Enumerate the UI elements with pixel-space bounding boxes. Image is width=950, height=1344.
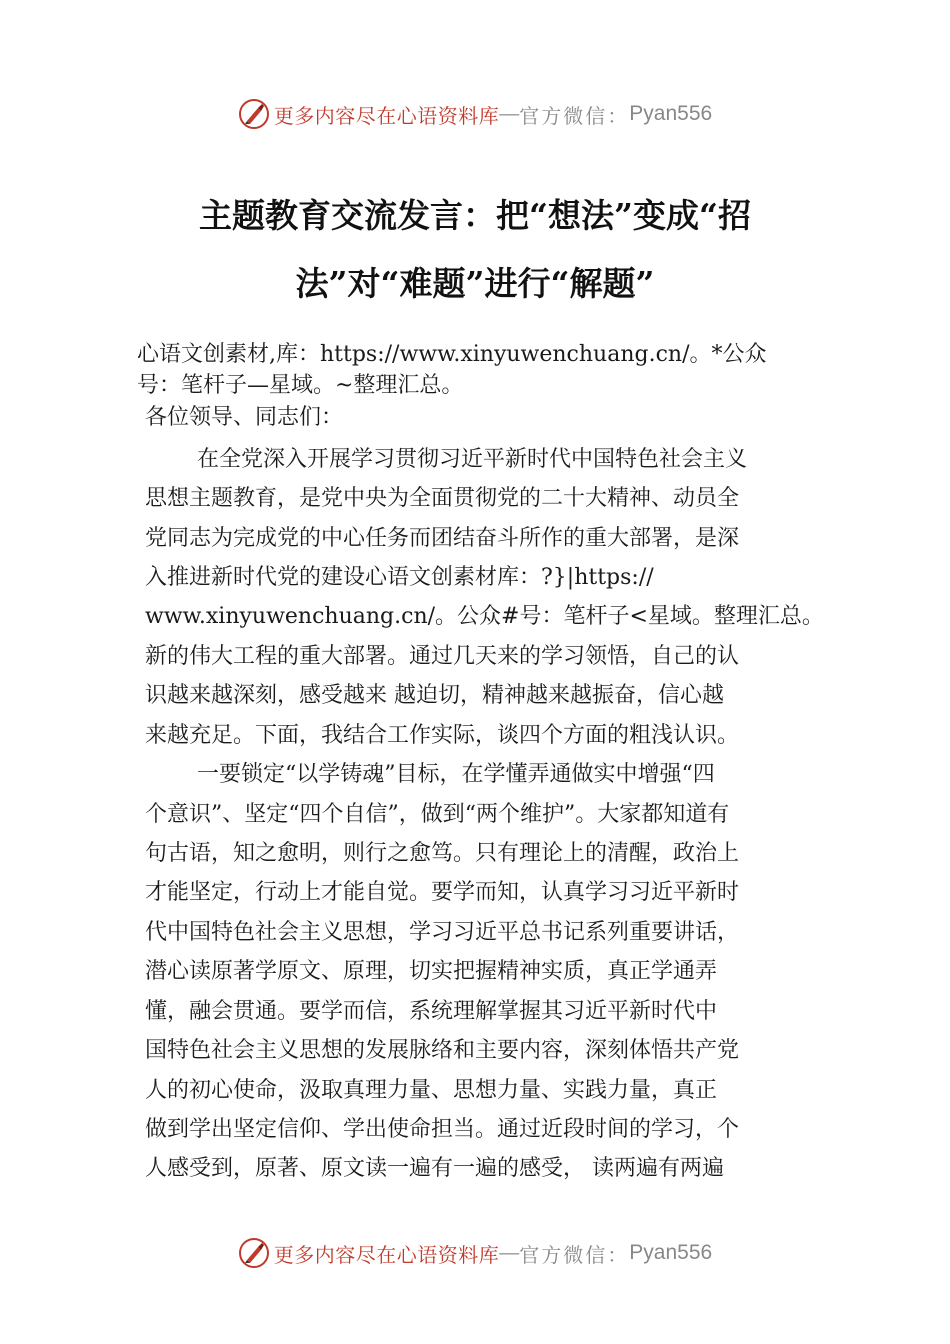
- body-line: www.xinyuwenchuang.cn/。公众#号：笔杆子<星域。整理汇总。: [145, 604, 824, 629]
- source-line: 心语文创素材,库：https://www.xinyuwenchuang.cn/。*公众: [137, 342, 767, 367]
- banner-wechat-id: Pyan556: [629, 1241, 713, 1264]
- source-line: 号：笔杆子—星域。~整理汇总。: [137, 373, 464, 398]
- body-line: 潜心读原著学原文、原理，切实把握精神实质，真正学通弄: [145, 959, 718, 984]
- banner-slogan: 更多内容尽在心语资料库: [273, 103, 500, 128]
- banner-separator: —: [499, 1241, 520, 1264]
- banner-wechat-label: 官方微信：: [519, 103, 630, 128]
- document-title-line-2: 法”对“难题”进行“解题”: [295, 264, 655, 303]
- body-line: 党同志为完成党的中心任务而团结奋斗所作的重大部署，是深: [145, 526, 740, 551]
- pen-logo-icon: [238, 1237, 270, 1269]
- body-line: 新的伟大工程的重大部署。通过几天来的学习领悟，自己的认: [145, 644, 740, 669]
- banner-wechat-id: Pyan556: [629, 102, 713, 125]
- document-title-line-1: 主题教育交流发言：把“想法”变成“招: [199, 196, 751, 235]
- footer-banner: [0, 1233, 950, 1273]
- body-line: 人感受到，原著、原文读一遍有一遍的感受， 读两遍有两遍: [145, 1156, 724, 1181]
- header-banner: [0, 94, 950, 134]
- body-line: 一要锁定“以学铸魂”目标，在学懂弄通做实中增强“四: [197, 762, 715, 787]
- body-line: 人的初心使命，汲取真理力量、思想力量、实践力量，真正: [145, 1078, 718, 1103]
- body-line: 来越充足。下面，我结合工作实际，谈四个方面的粗浅认识。: [145, 723, 740, 748]
- banner-separator: —: [499, 102, 520, 125]
- body-line: 句古语，知之愈明，则行之愈笃。只有理论上的清醒，政治上: [145, 841, 740, 866]
- body-line: 懂，融会贯通。要学而信，系统理解掌握其习近平新时代中: [145, 999, 718, 1024]
- pen-logo-icon: [238, 98, 270, 130]
- body-line: 在全党深入开展学习贯彻习近平新时代中国特色社会主义: [197, 447, 748, 472]
- body-line: 做到学出坚定信仰、学出使命担当。通过近段时间的学习，个: [145, 1117, 740, 1142]
- body-line: 代中国特色社会主义思想，学习习近平总书记系列重要讲话，: [145, 920, 740, 945]
- body-line: 国特色社会主义思想的发展脉络和主要内容，深刻体悟共产党: [145, 1038, 740, 1063]
- salutation: 各位领导、同志们：: [145, 405, 344, 430]
- body-line: 入推进新时代党的建设心语文创素材库：?}|https://: [145, 565, 654, 590]
- body-line: 识越来越深刻，感受越来 越迫切，精神越来越振奋，信心越: [145, 683, 724, 708]
- body-line: 个意识”、坚定“四个自信”，做到“两个维护”。大家都知道有: [145, 802, 730, 827]
- body-line: 才能坚定，行动上才能自觉。要学而知，认真学习习近平新时: [145, 880, 740, 905]
- body-line: 思想主题教育，是党中央为全面贯彻党的二十大精神、动员全: [145, 486, 740, 511]
- banner-slogan: 更多内容尽在心语资料库: [273, 1242, 500, 1267]
- banner-wechat-label: 官方微信：: [519, 1242, 630, 1267]
